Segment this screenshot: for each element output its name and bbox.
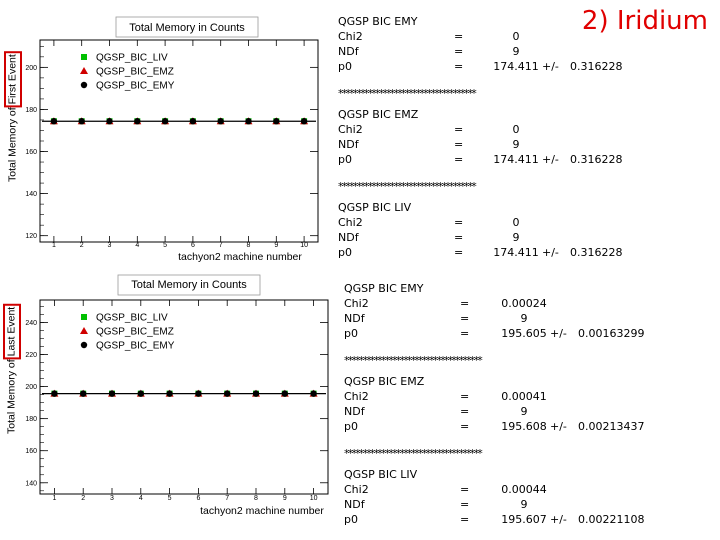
x-tick-label: 8 [254,495,258,502]
fit-equals: = [460,420,470,433]
fit-plus-minus: +/- [542,246,559,259]
x-tick-label: 3 [110,495,114,502]
fit-equals: = [454,153,464,166]
fit-param-value: 9 [520,312,528,325]
fit-param-value: 9 [512,231,520,244]
y-tick-label: 200 [25,64,37,72]
data-point-emy [218,118,224,124]
legend-marker-circle [81,342,87,348]
fit-row [338,245,638,260]
data-point-emy [51,118,57,124]
fit-equals: = [454,45,464,58]
fit-param-label: Chi2 [344,390,369,403]
fit-plus-minus: +/- [550,420,567,433]
data-point-emy [51,390,57,396]
data-point-emy [109,390,115,396]
fit-row [338,215,638,230]
x-tick-label: 3 [107,242,112,249]
fit-plus-minus: +/- [542,153,559,166]
fit-equals: = [454,60,464,73]
y-tick-label: 220 [25,352,37,360]
fit-row [344,404,664,419]
fit-param-label: Chi2 [344,297,369,310]
last-event-chart [0,268,336,540]
data-point-emy [253,390,259,396]
x-tick-label: 2 [81,495,86,502]
fit-param-error: 0.316228 [570,60,623,73]
x-tick-label: 9 [274,242,279,249]
fit-equals: = [454,216,464,229]
legend-marker-square [81,54,87,60]
fit-param-value: 195.607 [501,513,547,526]
x-tick-label: 4 [135,242,140,249]
fit-equals: = [460,498,470,511]
fit-param-label: NDf [344,312,365,325]
fit-param-value: 0 [512,30,520,43]
fit-model-name: QGSP BIC EMZ [344,375,425,388]
fit-row [338,137,638,152]
x-tick-label: 4 [138,495,143,502]
fit-separator: ************************************* [344,447,481,460]
fit-row [338,29,638,44]
data-point-emy [195,390,201,396]
data-point-emy [134,118,140,124]
fit-row [344,311,664,326]
fit-model-name: QGSP BIC EMY [344,282,424,295]
data-point-emy [310,390,316,396]
fit-row [338,122,638,137]
x-tick-label: 2 [79,242,84,249]
y-tick-label: 240 [25,319,37,327]
fit-model-name: QGSP BIC LIV [344,468,418,481]
last-event-plot [0,268,336,540]
x-axis-label: tachyon2 machine number [200,505,324,517]
fit-equals: = [454,138,464,151]
fit-separator: ************************************* [338,87,475,100]
fit-model-name: QGSP BIC EMY [338,15,418,28]
fit-plus-minus: +/- [550,327,567,340]
fit-row [344,296,664,311]
fit-row [344,419,664,434]
fit-param-label: Chi2 [338,216,363,229]
y-tick-label: 120 [25,233,37,241]
data-point-emy [301,118,307,124]
fit-equals: = [454,246,464,259]
data-point-emy [80,390,86,396]
data-point-emy [138,390,144,396]
data-point-emy [79,118,85,124]
fit-param-value: 0.00044 [501,483,547,496]
x-axis-label: tachyon2 machine number [178,251,302,262]
fit-param-label: p0 [338,60,352,73]
fit-param-value: 174.411 [493,246,539,259]
first-event-plot [0,0,336,262]
slide-title: 2) Iridium [581,6,708,36]
y-axis-label: Total Memory of First Event [6,54,19,182]
legend-marker-square [81,314,87,320]
fit-param-value: 0.00041 [501,390,547,403]
fit-plus-minus: +/- [542,60,559,73]
data-point-emy [224,390,230,396]
fit-param-value: 195.605 [501,327,547,340]
legend-marker-circle [81,82,87,88]
data-point-emy [282,390,288,396]
data-point-emy [245,118,251,124]
data-point-emy [273,118,279,124]
x-tick-label: 10 [300,242,308,249]
fit-param-label: Chi2 [338,123,363,136]
fit-param-label: p0 [344,327,358,340]
fit-param-label: p0 [344,420,358,433]
data-point-emy [106,118,112,124]
y-tick-label: 160 [25,448,37,456]
legend-label: QGSP_BIC_EMZ [96,66,174,78]
fit-equals: = [460,483,470,496]
legend-label: QGSP_BIC_EMY [96,80,175,92]
data-point-emy [190,118,196,124]
fit-equals: = [460,513,470,526]
fit-param-value: 9 [520,498,528,511]
fit-param-error: 0.316228 [570,246,623,259]
fit-equals: = [460,405,470,418]
fit-param-label: p0 [338,246,352,259]
fit-row [338,44,638,59]
y-axis-label: Total Memory of Last Event [5,306,18,434]
fit-param-label: Chi2 [344,483,369,496]
fit-param-label: NDf [344,405,365,418]
fit-row [344,326,664,341]
fit-model-name: QGSP BIC LIV [338,201,412,214]
x-tick-label: 9 [282,495,287,502]
plot-title: Total Memory in Counts [129,22,245,34]
x-tick-label: 5 [163,242,168,249]
fit-equals: = [454,231,464,244]
fit-row [338,230,638,245]
fit-param-value: 0 [512,123,520,136]
fit-model-name: QGSP BIC EMZ [338,108,419,121]
fit-results-last-event [344,281,664,539]
fit-separator: ************************************* [344,354,481,367]
fit-equals: = [460,390,470,403]
fit-param-label: NDf [338,138,359,151]
x-tick-label: 1 [52,495,57,502]
x-tick-label: 7 [225,495,230,502]
fit-param-value: 174.411 [493,60,539,73]
fit-param-value: 9 [520,405,528,418]
fit-param-value: 9 [512,138,520,151]
fit-results-first-event [338,14,638,272]
x-tick-label: 5 [167,495,172,502]
fit-param-label: p0 [344,513,358,526]
fit-param-label: NDf [338,231,359,244]
fit-plus-minus: +/- [550,513,567,526]
fit-param-label: Chi2 [338,30,363,43]
fit-param-error: 0.00221108 [578,513,645,526]
fit-param-value: 174.411 [493,153,539,166]
x-tick-label: 6 [190,242,195,249]
data-point-emy [162,118,168,124]
y-tick-label: 140 [25,191,37,199]
y-tick-label: 200 [25,384,37,392]
fit-separator: ************************************* [338,180,475,193]
fit-param-value: 9 [512,45,520,58]
legend-label: QGSP_BIC_LIV [96,312,168,324]
fit-param-label: p0 [338,153,352,166]
fit-param-value: 0 [512,216,520,229]
fit-row [344,497,664,512]
fit-param-value: 195.608 [501,420,547,433]
fit-equals: = [460,297,470,310]
x-tick-label: 10 [309,495,318,502]
y-tick-label: 140 [25,480,37,488]
x-tick-label: 1 [51,242,56,249]
fit-equals: = [460,327,470,340]
legend-label: QGSP_BIC_EMZ [96,326,174,338]
fit-row [338,152,638,167]
fit-row [344,512,664,527]
fit-param-error: 0.316228 [570,153,623,166]
x-tick-label: 8 [246,242,251,249]
y-tick-label: 180 [25,416,37,424]
fit-equals: = [454,30,464,43]
data-point-emy [166,390,172,396]
y-tick-label: 180 [25,106,37,114]
fit-param-error: 0.00163299 [578,327,645,340]
legend-label: QGSP_BIC_LIV [96,52,168,64]
x-tick-label: 7 [218,242,223,249]
fit-row [344,482,664,497]
fit-param-value: 0.00024 [501,297,547,310]
plot-title: Total Memory in Counts [131,279,247,291]
x-tick-label: 6 [196,495,201,502]
fit-param-label: NDf [344,498,365,511]
legend-label: QGSP_BIC_EMY [96,340,175,352]
y-tick-label: 160 [25,149,37,157]
first-event-chart [0,0,336,262]
fit-row [344,389,664,404]
fit-param-label: NDf [338,45,359,58]
fit-equals: = [454,123,464,136]
fit-equals: = [460,312,470,325]
fit-row [338,59,638,74]
fit-param-error: 0.00213437 [578,420,645,433]
